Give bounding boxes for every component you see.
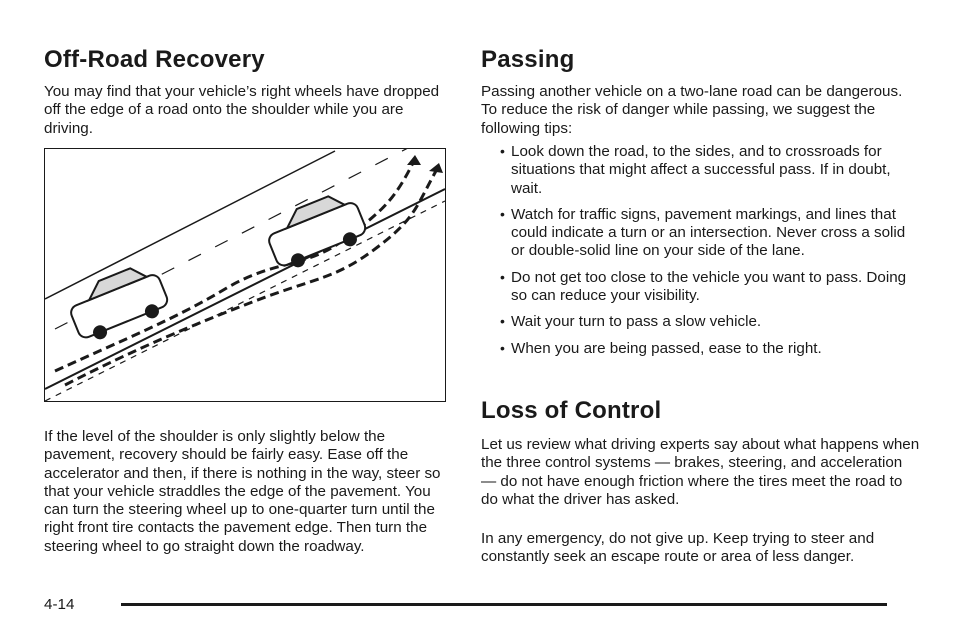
loss-of-control-paragraph-1: Let us review what driving experts say about what happens when the three control systems — brakes, steering, and acceleration — do not have enough friction where the tires meet the road to do what the driver has asked. [481, 436, 920, 508]
list-item: • Watch for traffic signs, pavement markings, and lines that could indicate a turn or an intersection. Never cross a solid or double-solid line on your side of the lane. [500, 205, 906, 260]
recovery-path-arrow-1 [55, 159, 415, 371]
list-item: • Wait your turn to pass a slow vehicle. [500, 313, 762, 331]
footer-rule [121, 603, 887, 606]
bullet-icon: • [500, 313, 505, 330]
section-heading-off-road-recovery: Off-Road Recovery [44, 46, 265, 73]
bullet-icon: • [500, 205, 505, 222]
off-road-recovery-illustration [44, 148, 446, 402]
arrowhead-1 [407, 155, 421, 165]
bullet-icon: • [500, 339, 505, 356]
list-item: • Look down the road, to the sides, and to crossroads for situations that might affect a successful pass. If in doubt, wait. [500, 143, 891, 197]
passing-tips-list [481, 143, 921, 366]
bullet-icon: • [500, 143, 505, 159]
list-item: • When you are being passed, ease to the right. [500, 339, 822, 357]
car-2-icon [262, 188, 371, 275]
section-heading-passing: Passing [481, 46, 575, 73]
road-illustration-svg [45, 149, 445, 401]
bullet-icon: • [500, 268, 505, 285]
off-road-recovery-paragraph: If the level of the shoulder is only slightly below the pavement, recovery should be fairly easy. Ease off the accelerator and then, if there is nothing in the way, steer so that your vehicle straddles the edge of the pavement. You can turn the steering wheel up to one-quarter turn until the right front tire contacts the pavement edge. Then turn the steering wheel to go straight down the roadway. [44, 428, 441, 555]
list-item: • Do not get too close to the vehicle you want to pass. Doing so can reduce your visibility. [500, 268, 907, 305]
page-number: 4-14 [44, 596, 75, 613]
off-road-intro-paragraph: You may find that your vehicle’s right wheels have dropped off the edge of a road onto the shoulder while you are driving. [44, 83, 440, 137]
passing-intro-paragraph: Passing another vehicle on a two-lane road can be dangerous. To reduce the risk of danger while passing, we suggest the following tips: [481, 83, 903, 137]
loss-of-control-paragraph-2: In any emergency, do not give up. Keep trying to steer and constantly seek an escape route or area of less danger. [481, 530, 875, 566]
section-heading-loss-of-control: Loss of Control [481, 397, 662, 424]
arrowhead-2 [429, 163, 443, 173]
